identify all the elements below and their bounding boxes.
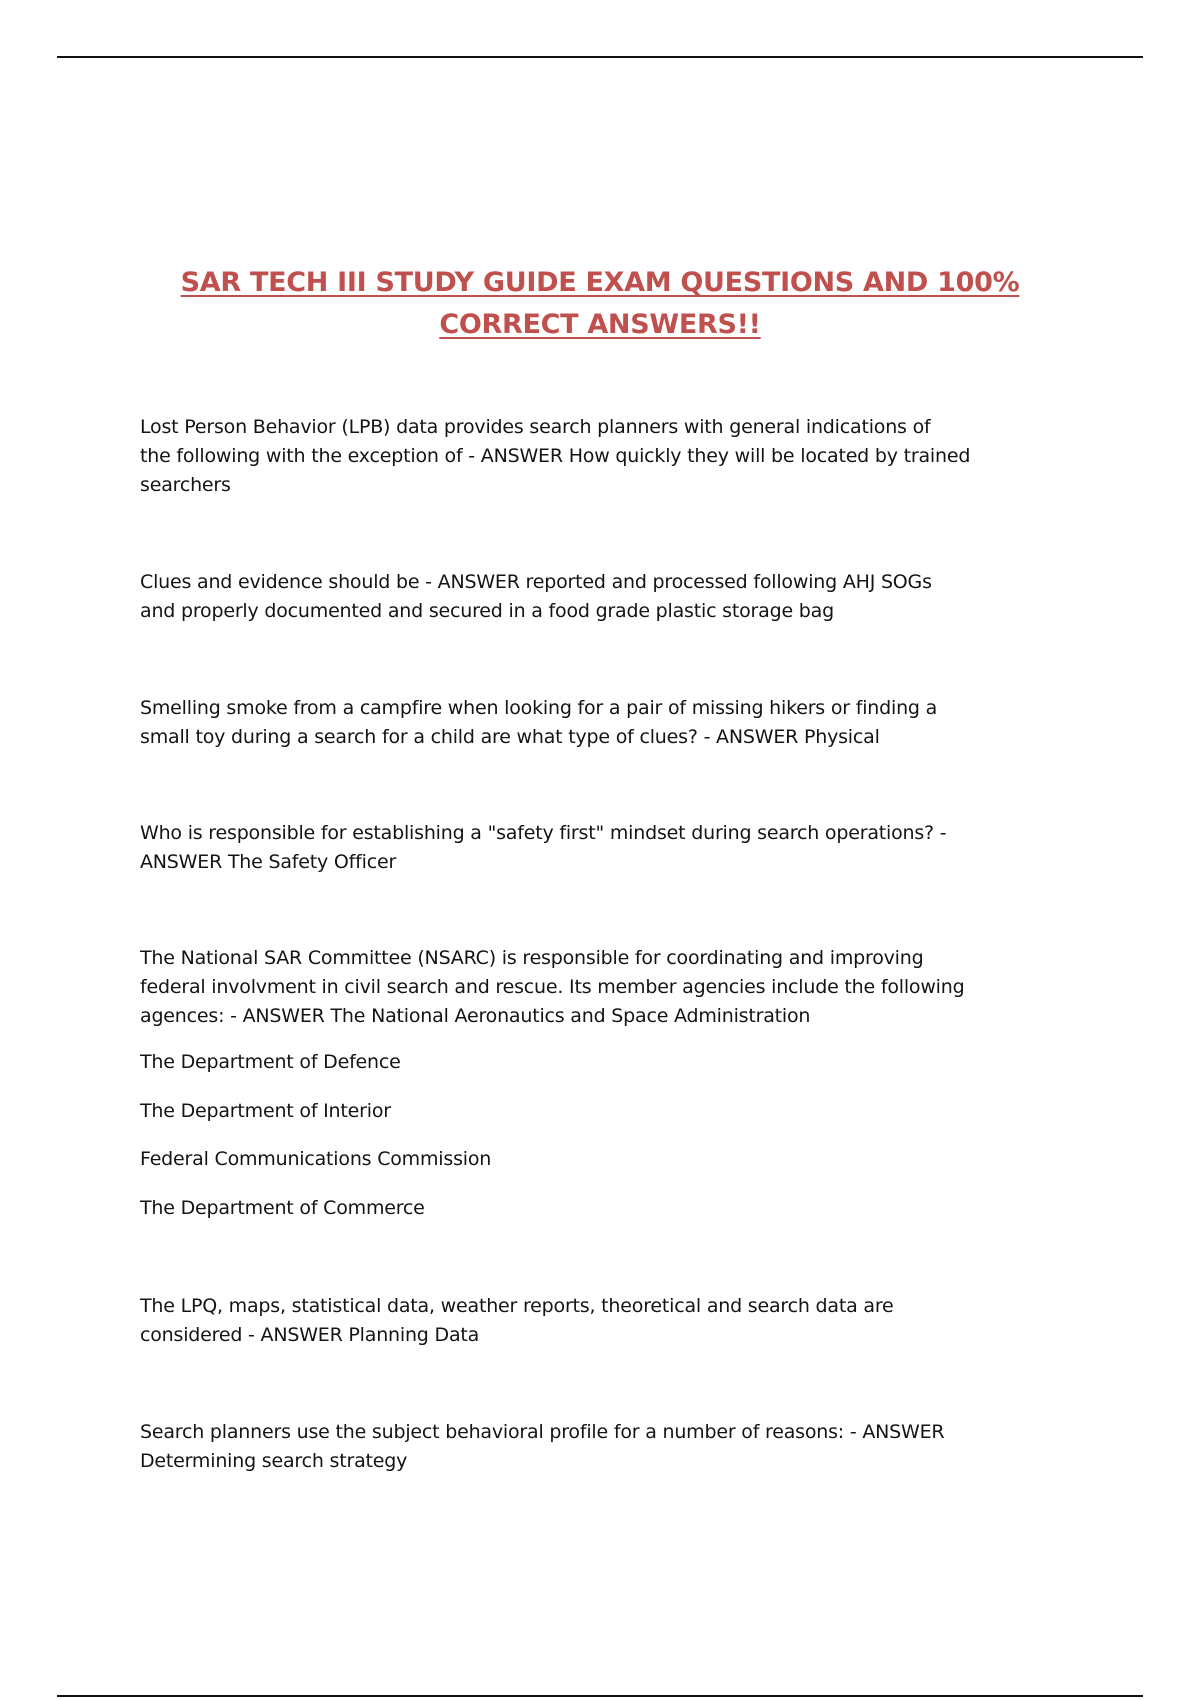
title-line-1: SAR TECH III STUDY GUIDE EXAM QUESTIONS AND 100% — [180, 267, 1020, 298]
qa-block-lpb-exception — [140, 413, 1070, 500]
text-line: Who is responsible for establishing a "safety first" mindset during search operations? - — [140, 822, 947, 844]
text-line: ANSWER The Safety Officer — [140, 851, 397, 873]
answer-item-defence — [140, 1048, 1070, 1077]
qa-block-clue-type — [140, 694, 1070, 752]
text-line: The National SAR Committee (NSARC) is responsible for coordinating and improving — [140, 947, 924, 969]
qa-block-planning-data — [140, 1292, 1070, 1350]
qa-block-behavioral-profile — [140, 1418, 1070, 1476]
text-line: federal involvment in civil search and rescue. Its member agencies include the following — [140, 976, 965, 998]
footer-rule — [57, 1695, 1143, 1697]
text-line: searchers — [140, 474, 231, 496]
answer-item-interior — [140, 1097, 1070, 1126]
document-title — [140, 262, 1060, 346]
text-line: Clues and evidence should be - ANSWER reported and processed following AHJ SOGs — [140, 571, 932, 593]
qa-block-clues-evidence — [140, 568, 1070, 626]
text-line: small toy during a search for a child are what type of clues? - ANSWER Physical — [140, 726, 880, 748]
text-line: agences: - ANSWER The National Aeronautics and Space Administration — [140, 1005, 811, 1027]
text-line: The Department of Defence — [140, 1051, 401, 1073]
text-line: Lost Person Behavior (LPB) data provides search planners with general indications of — [140, 416, 931, 438]
text-line: Search planners use the subject behavioral profile for a number of reasons: - ANSWER — [140, 1421, 945, 1443]
text-line: considered - ANSWER Planning Data — [140, 1324, 480, 1346]
text-line: Smelling smoke from a campfire when looking for a pair of missing hikers or finding a — [140, 697, 938, 719]
text-line: The Department of Commerce — [140, 1197, 425, 1219]
text-line: Federal Communications Commission — [140, 1148, 492, 1170]
text-line: Determining search strategy — [140, 1450, 408, 1472]
text-line: The Department of Interior — [140, 1100, 391, 1122]
qa-block-nsarc — [140, 944, 1070, 1031]
answer-item-commerce — [140, 1194, 1070, 1223]
text-line: the following with the exception of - ANSWER How quickly they will be located by trained — [140, 445, 971, 467]
qa-block-safety-first — [140, 819, 1070, 877]
title-line-2: CORRECT ANSWERS!! — [439, 309, 761, 340]
answer-item-fcc — [140, 1145, 1070, 1174]
text-line: and properly documented and secured in a food grade plastic storage bag — [140, 600, 834, 622]
header-rule — [57, 56, 1143, 58]
text-line: The LPQ, maps, statistical data, weather reports, theoretical and search data are — [140, 1295, 894, 1317]
